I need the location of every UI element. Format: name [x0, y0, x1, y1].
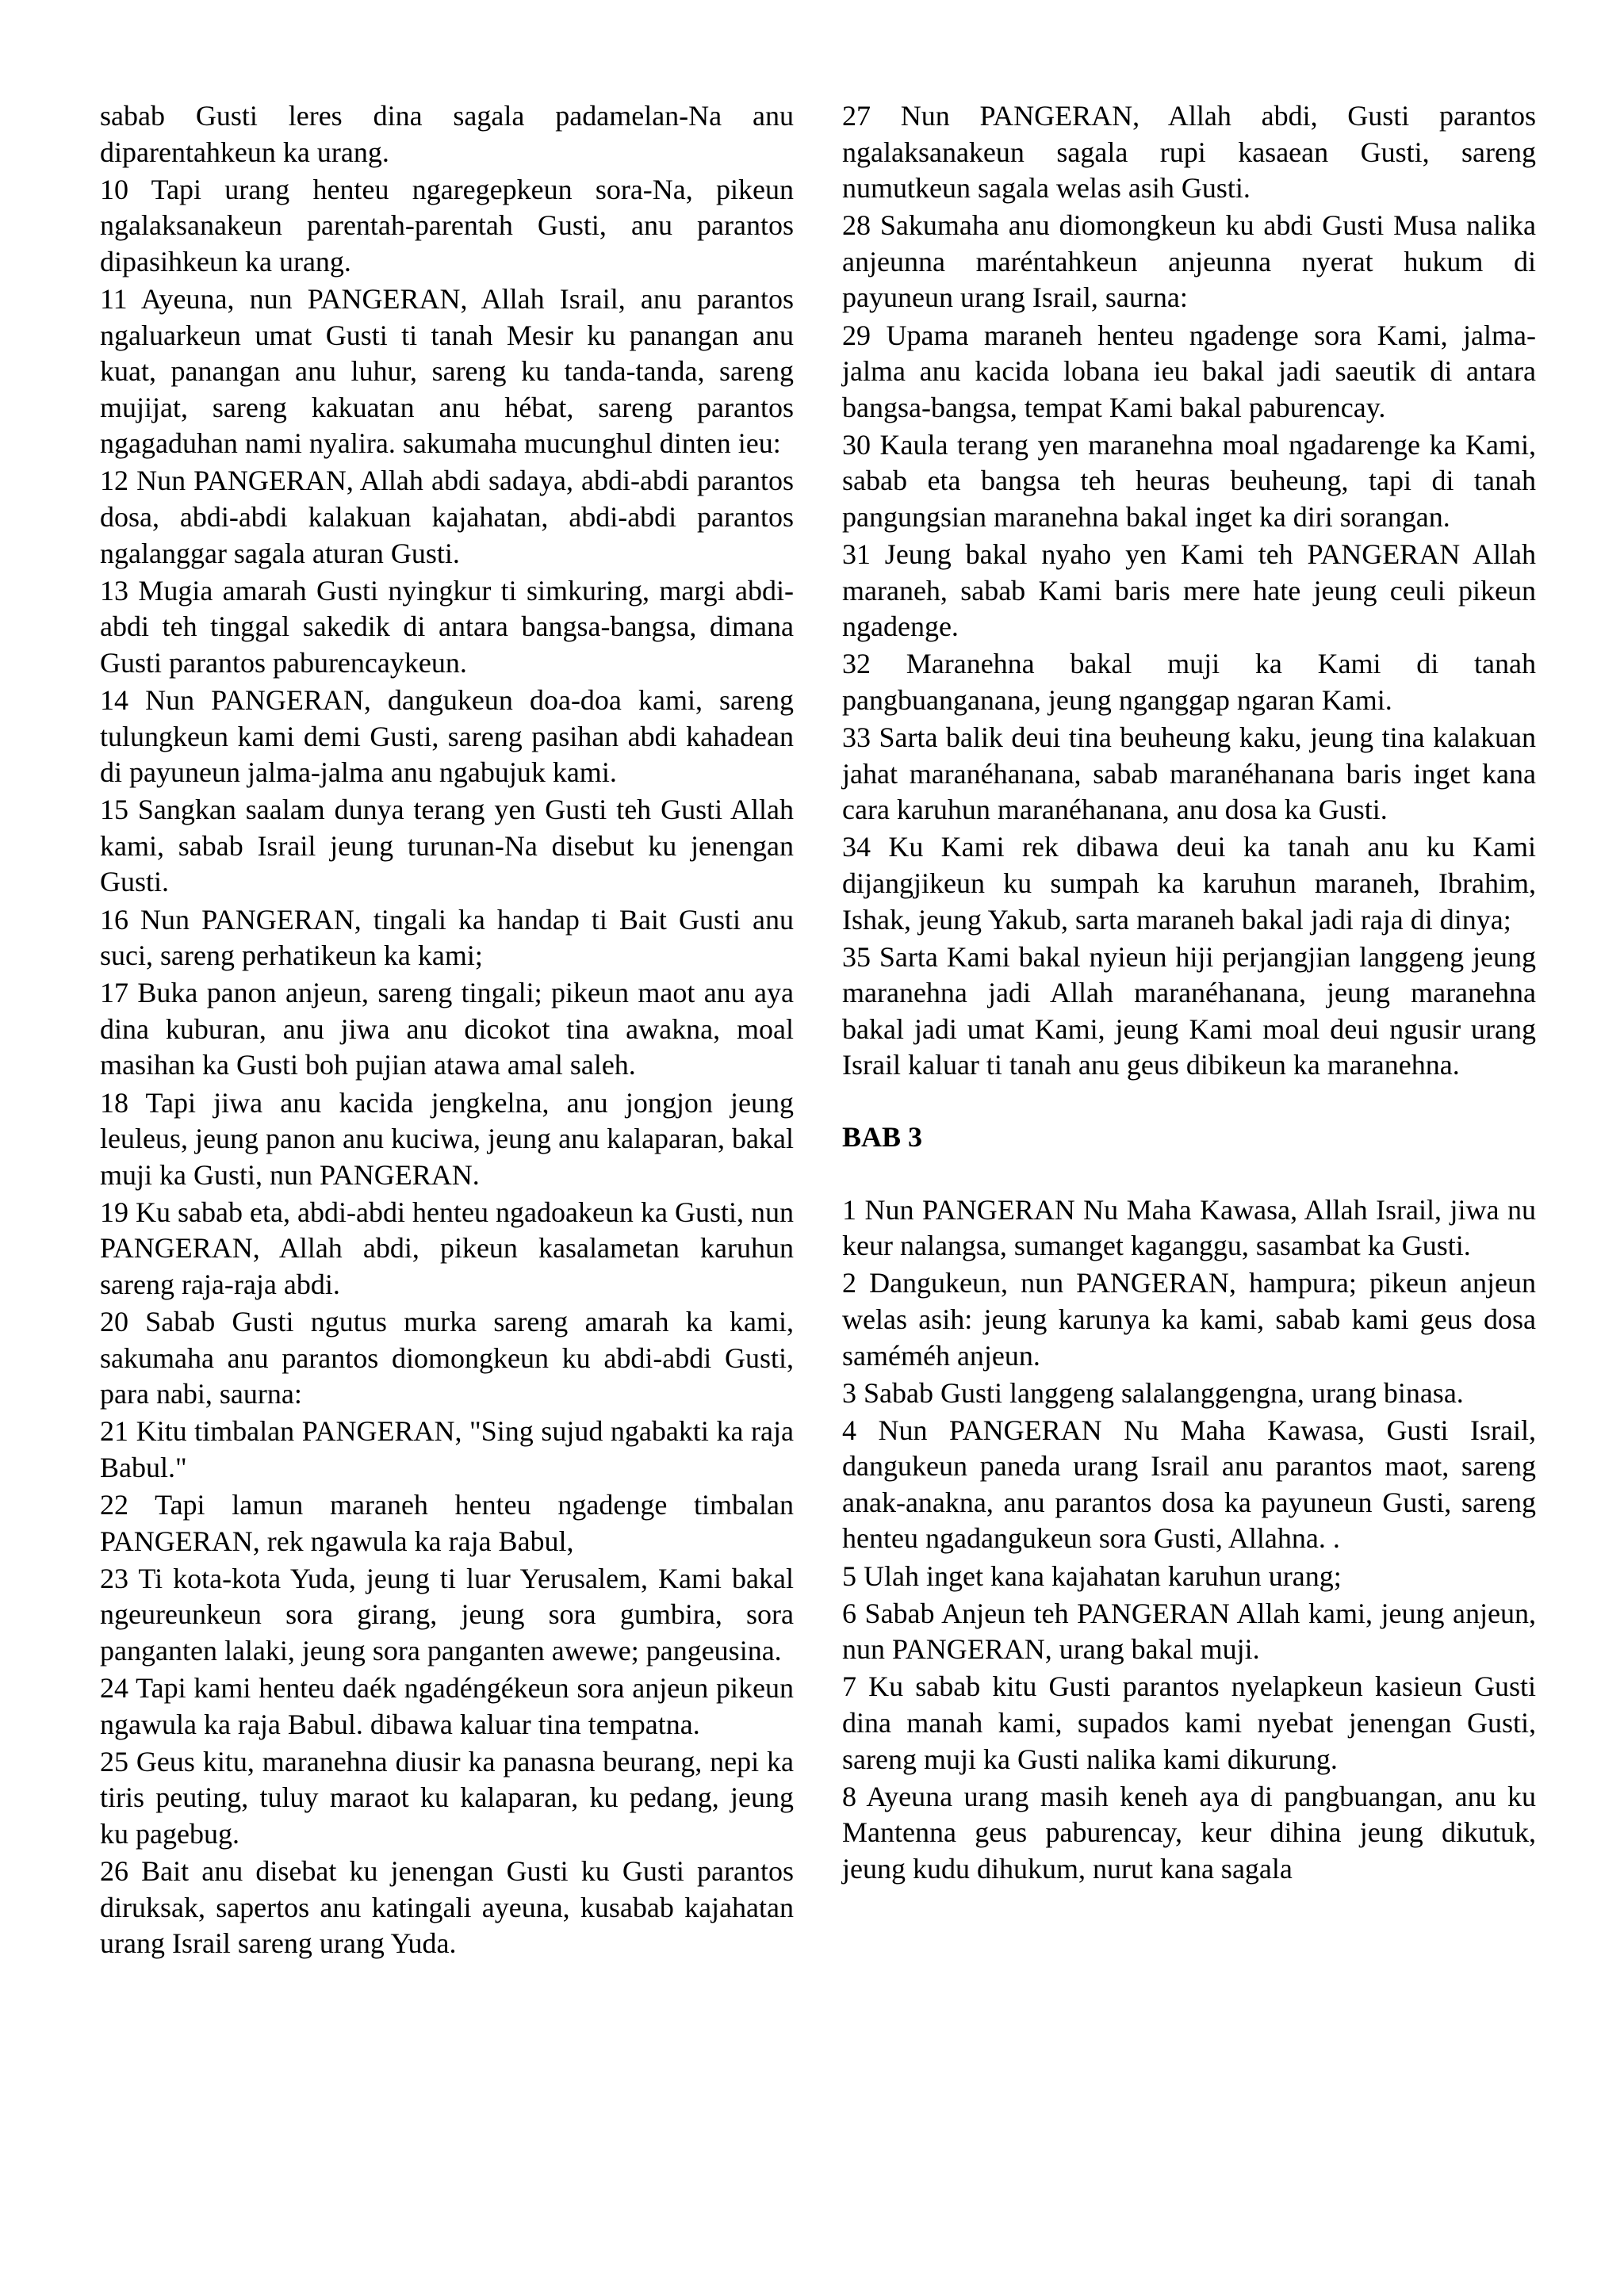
verse-paragraph: 30 Kaula terang yen maranehna moal ngadarenge ka Kami, sabab eta bangsa teh heuras beuheung, tapi di tanah pangungsian maranehna bakal inget ka diri sorangan. [842, 428, 1536, 534]
verse-paragraph: 18 Tapi jiwa anu kacida jengkelna, anu jongjon jeung leuleus, jeung panon anu kuciwa, jeung anu kalaparan, bakal muji ka Gusti, nun PANGERAN. [100, 1086, 794, 1191]
verse-paragraph: 6 Sabab Anjeun teh PANGERAN Allah kami, jeung anjeun, nun PANGERAN, urang bakal muji. [842, 1597, 1536, 1666]
chapter-heading: BAB 3 [842, 1121, 923, 1154]
right-column [842, 98, 1536, 1888]
verse-paragraph: 12 Nun PANGERAN, Allah abdi sadaya, abdi-abdi parantos dosa, abdi-abdi kalakuan kajahatan, abdi-abdi parantos ngalanggar sagala aturan Gusti. [100, 465, 794, 569]
verse-paragraph: sabab Gusti leres dina sagala padamelan-Na anu diparentahkeun ka urang. [100, 100, 794, 168]
verse-paragraph: 35 Sarta Kami bakal nyieun hiji perjangjian langgeng jeung maranehna jadi Allah maranéhanana, jeung maranehna bakal jadi umat Kami, jeung Kami moal deui ngusir urang Israil kaluar ti tanah anu geus dibikeun ka maranehna. [842, 940, 1536, 1081]
verse-paragraph: 17 Buka panon anjeun, sareng tingali; pikeun maot anu aya dina kuburan, anu jiwa anu dicokot tina awakna, moal masihan ka Gusti boh pujian atawa amal saleh. [100, 977, 794, 1081]
verse-paragraph: 20 Sabab Gusti ngutus murka sareng amarah ka kami, sakumaha anu parantos diomongkeun ku abdi-abdi Gusti, para nabi, saurna: [100, 1306, 794, 1410]
verse-paragraph: 16 Nun PANGERAN, tingali ka handap ti Bait Gusti anu suci, sareng perhatikeun ka kami; [100, 903, 794, 972]
verse-paragraph: 15 Sangkan saalam dunya terang yen Gusti teh Gusti Allah kami, sabab Israil jeung turunan-Na disebut ku jenengan Gusti. [100, 794, 794, 898]
verse-paragraph: 28 Sakumaha anu diomongkeun ku abdi Gusti Musa nalika anjeunna maréntahkeun anjeunna nyerat hukum di payuneun urang Israil, saurna: [842, 209, 1536, 314]
verse-paragraph: 34 Ku Kami rek dibawa deui ka tanah anu ku Kami dijangjikeun ku sumpah ka karuhun maraneh, Ibrahim, Ishak, jeung Yakub, sarta maraneh bakal jadi raja di dinya; [842, 831, 1536, 936]
verse-paragraph: 13 Mugia amarah Gusti nyingkur ti simkuring, margi abdi-abdi teh tinggal sakedik di antara bangsa-bangsa, dimana Gusti parantos paburencaykeun. [100, 574, 794, 679]
verse-paragraph: 14 Nun PANGERAN, dangukeun doa-doa kami, sareng tulungkeun kami demi Gusti, sareng pasihan abdi kahadean di payuneun jalma-jalma anu ngabujuk kami. [100, 684, 794, 789]
verse-paragraph: 7 Ku sabab kitu Gusti parantos nyelapkeun kasieun Gusti dina manah kami, supados kami nyebat jenengan Gusti, sareng muji ka Gusti nalika kami dikurung. [842, 1670, 1536, 1775]
left-column [100, 98, 794, 1963]
verse-paragraph: 29 Upama maraneh henteu ngadenge sora Kami, jalma-jalma anu kacida lobana ieu bakal jadi saeutik di antara bangsa-bangsa, tempat Kami bakal paburencay. [842, 319, 1536, 423]
verse-paragraph: 26 Bait anu disebat ku jenengan Gusti ku Gusti parantos diruksak, sapertos anu katingali ayeuna, kusabab kajahatan urang Israil sareng urang Yuda. [100, 1855, 794, 1960]
verse-paragraph: 27 Nun PANGERAN, Allah abdi, Gusti parantos ngalaksanakeun sagala rupi kasaean Gusti, sareng numutkeun sagala welas asih Gusti. [842, 100, 1536, 205]
verse-paragraph: 25 Geus kitu, maranehna diusir ka panasna beurang, nepi ka tiris peuting, tuluy maraot ku kalaparan, ku pedang, jeung ku pagebug. [100, 1745, 794, 1850]
verse-paragraph: 11 Ayeuna, nun PANGERAN, Allah Israil, anu parantos ngaluarkeun umat Gusti ti tanah Mesir ku panangan anu kuat, panangan anu luhur, sareng ku tanda-tanda, sareng mujijat, sareng kakuatan anu hébat, sareng parantos ngagaduhan nami nyalira. sakumaha mucunghul dinten ieu: [100, 282, 794, 460]
verse-paragraph: 32 Maranehna bakal muji ka Kami di tanah pangbuanganana, jeung nganggap ngaran Kami. [842, 648, 1536, 716]
verse-paragraph: 2 Dangukeun, nun PANGERAN, hampura; pikeun anjeun welas asih: jeung karunya ka kami, sabab kami geus dosa saméméh anjeun. [842, 1267, 1536, 1372]
verse-paragraph: 1 Nun PANGERAN Nu Maha Kawasa, Allah Israil, jiwa nu keur nalangsa, sumanget kaganggu, sasambat ka Gusti. [842, 1193, 1536, 1262]
verse-paragraph: 8 Ayeuna urang masih keneh aya di pangbuangan, anu ku Mantenna geus paburencay, keur dihina jeung dikutuk, jeung kudu dihukum, nurut kana sagala [842, 1780, 1536, 1885]
verse-paragraph: 5 Ulah inget kana kajahatan karuhun urang; [842, 1559, 1342, 1592]
verse-paragraph: 19 Ku sabab eta, abdi-abdi henteu ngadoakeun ka Gusti, nun PANGERAN, Allah abdi, pikeun kasalametan karuhun sareng raja-raja abdi. [100, 1196, 794, 1300]
verse-paragraph: 31 Jeung bakal nyaho yen Kami teh PANGERAN Allah maraneh, sabab Kami baris mere hate jeung ceuli pikeun ngadenge. [842, 538, 1536, 643]
verse-paragraph: 24 Tapi kami henteu daék ngadéngékeun sora anjeun pikeun ngawula ka raja Babul. dibawa kaluar tina tempatna. [100, 1672, 794, 1740]
verse-paragraph: 33 Sarta balik deui tina beuheung kaku, jeung tina kalakuan jahat maranéhanana, sabab maranéhanana baris inget kana cara karuhun maranéhanana, anu dosa ka Gusti. [842, 721, 1536, 826]
verse-paragraph: 10 Tapi urang henteu ngaregepkeun sora-Na, pikeun ngalaksanakeun parentah-parentah Gusti, anu parantos dipasihkeun ka urang. [100, 173, 794, 277]
verse-paragraph: 22 Tapi lamun maraneh henteu ngadenge timbalan PANGERAN, rek ngawula ka raja Babul, [100, 1489, 794, 1557]
verse-paragraph: 23 Ti kota-kota Yuda, jeung ti luar Yerusalem, Kami bakal ngeureunkeun sora girang, jeung sora gumbira, sora panganten lalaki, jeung sora panganten awewe; pangeusina. [100, 1562, 794, 1667]
verse-paragraph: 3 Sabab Gusti langgeng salalanggengna, urang binasa. [842, 1376, 1464, 1409]
verse-paragraph: 4 Nun PANGERAN Nu Maha Kawasa, Gusti Israil, dangukeun paneda urang Israil anu parantos maot, sareng anak-anakna, anu parantos dosa ka payuneun Gusti, sareng henteu ngadangukeun sora Gusti, Allahna. . [842, 1414, 1536, 1555]
verse-paragraph: 21 Kitu timbalan PANGERAN, "Sing sujud ngabakti ka raja Babul." [100, 1415, 794, 1483]
